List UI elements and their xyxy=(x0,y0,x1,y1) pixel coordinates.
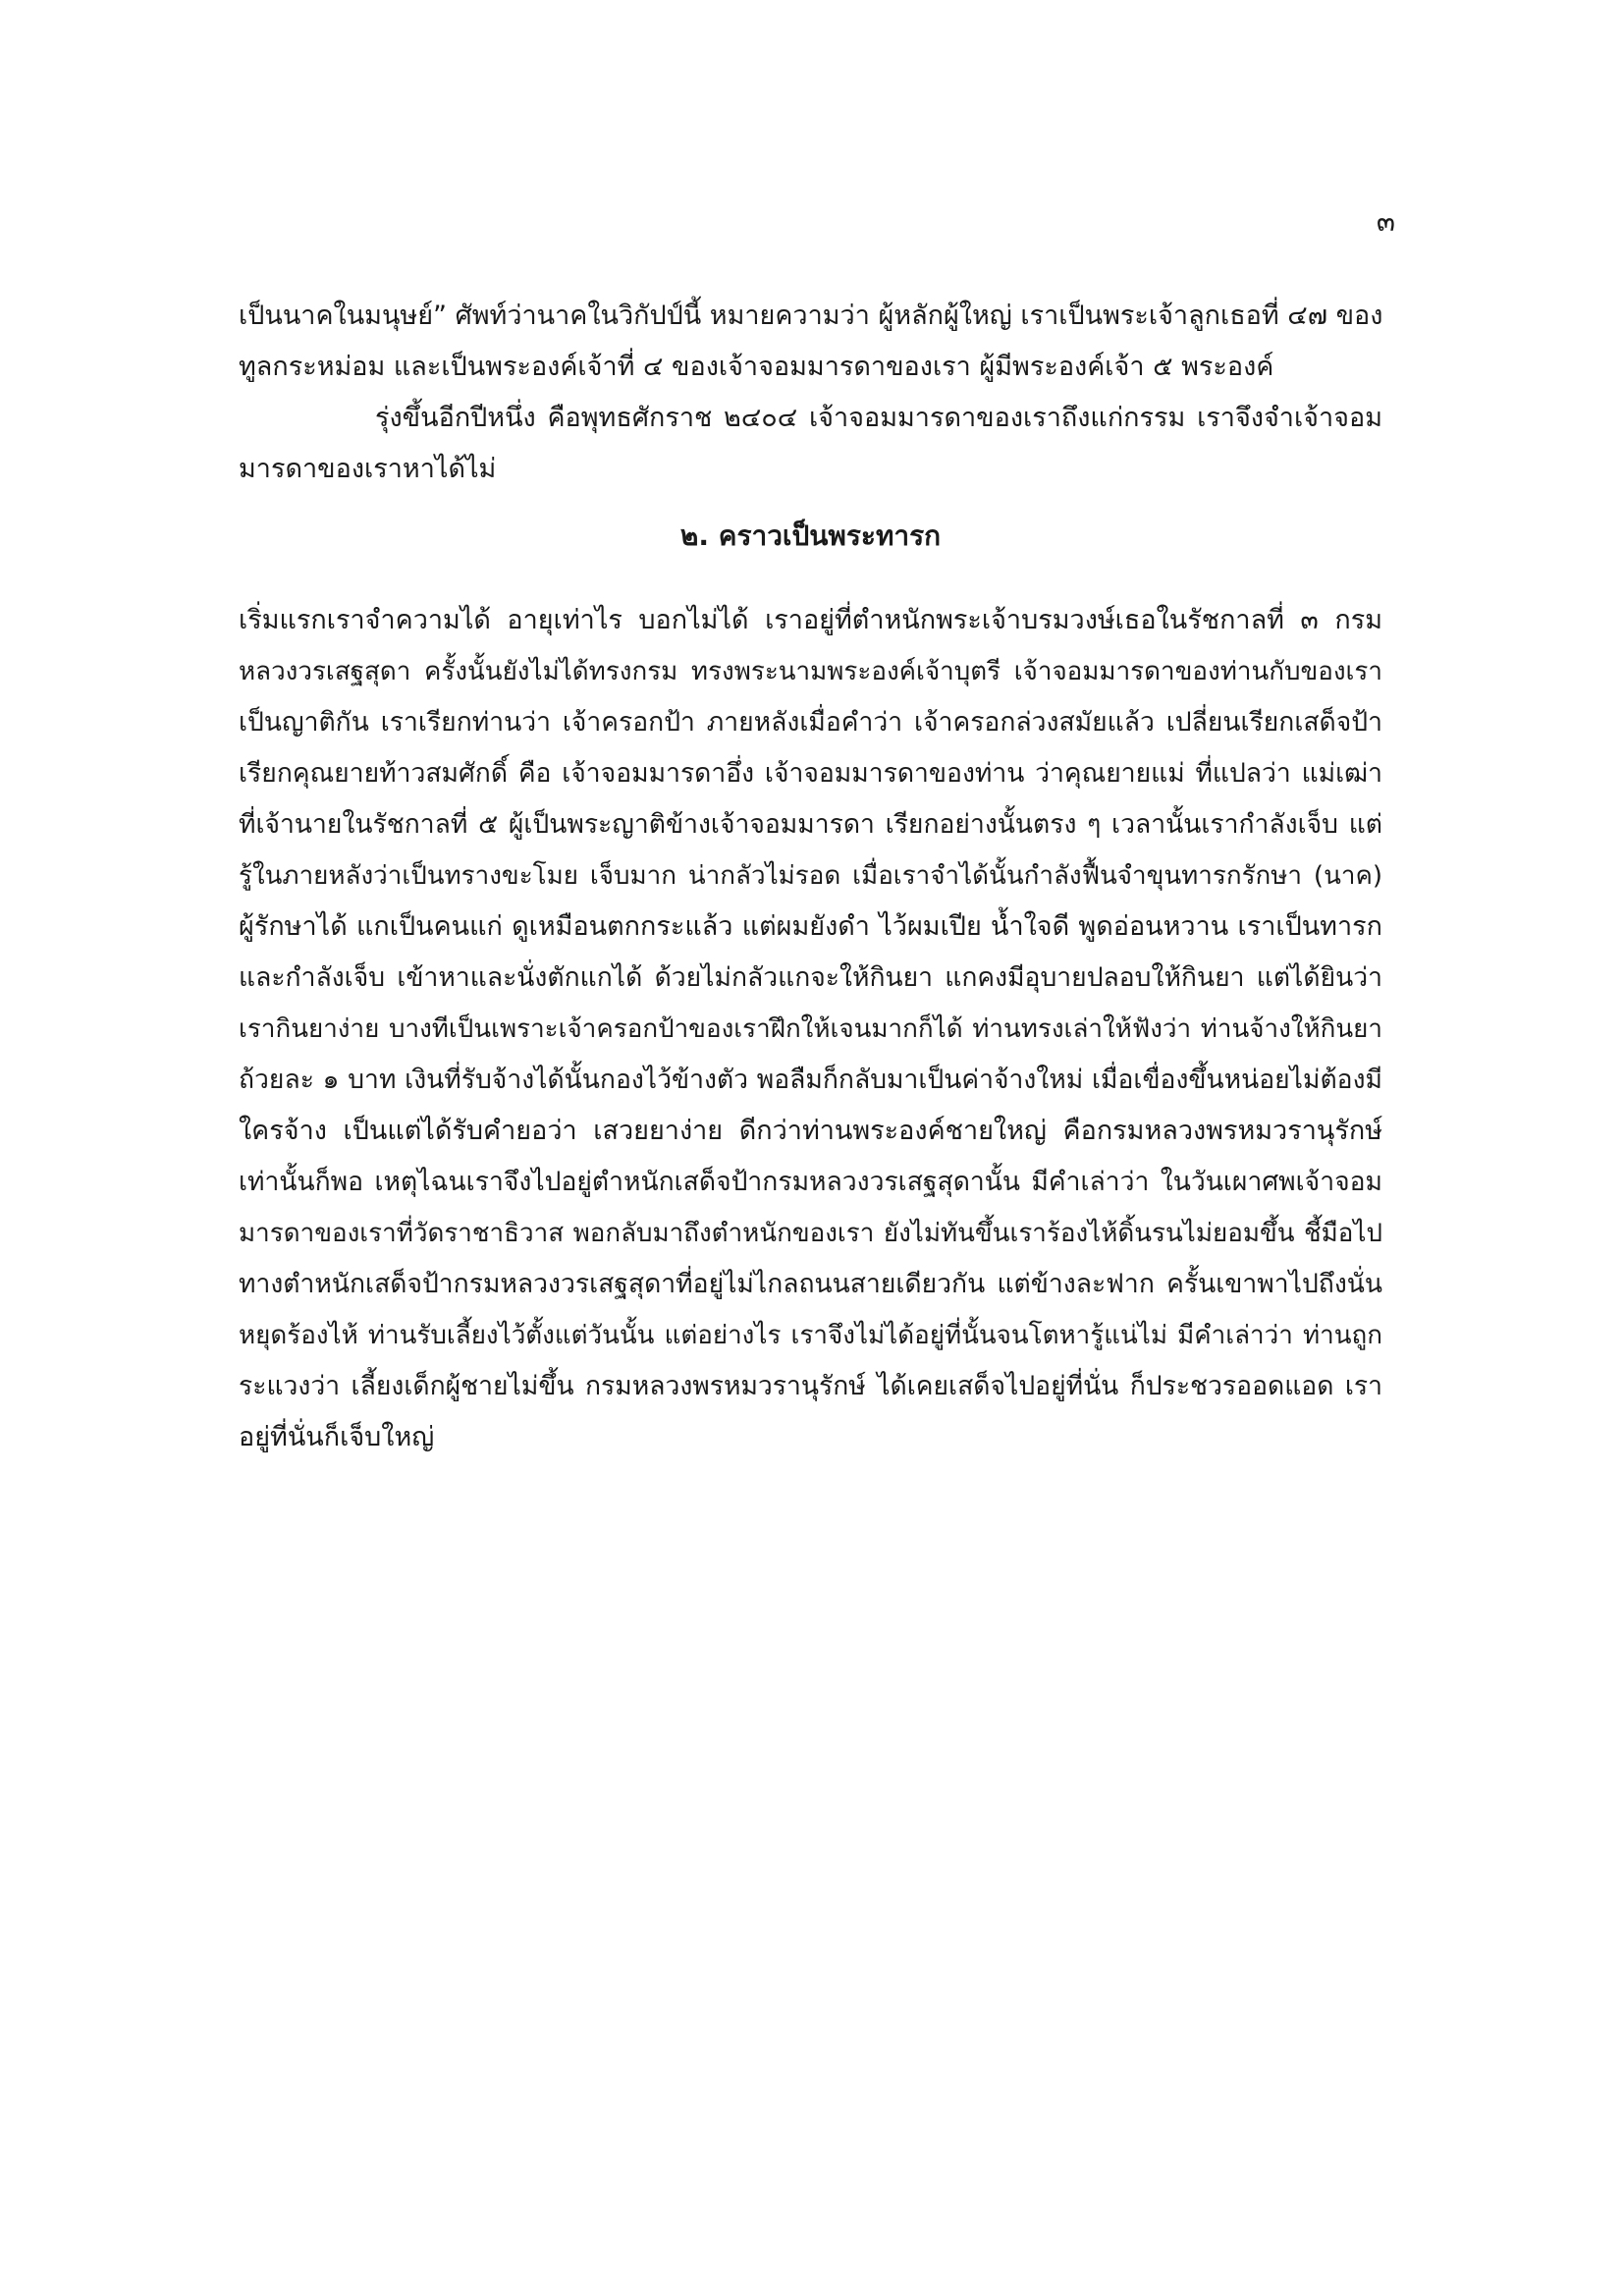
text-line: และกำลังเจ็บ เข้าหาและนั่งตักแกได้ ด้วยไม่กลัวแกจะให้กินยา แกคงมีอุบายปลอบให้กินยา แต่ได้ยินว่า xyxy=(239,962,1382,993)
text-line: เป็นนาคในมนุษย์” ศัพท์ว่านาคในวิกัปป์นี้ หมายความว่า ผู้หลักผู้ใหญ่ เราเป็นพระเจ้าลูกเธอที่ ๔๗ ของ xyxy=(239,301,1382,331)
section-heading: ๒. คราวเป็นพระทารก xyxy=(679,519,942,552)
page-number: ๓ xyxy=(1376,205,1395,238)
text-line: เท่านั้นก็พอ เหตุไฉนเราจึงไปอยู่ตำหนักเสด็จป้ากรมหลวงวรเสฐสุดานั้น มีคำเล่าว่า ในวันเผาศพเจ้าจอม xyxy=(239,1167,1382,1197)
text-line: ทูลกระหม่อม และเป็นพระองค์เจ้าที่ ๔ ของเจ้าจอมมารดาของเรา ผู้มีพระองค์เจ้า ๕ พระองค์ xyxy=(239,352,1274,382)
text-line: อยู่ที่นั่นก็เจ็บใหญ่ xyxy=(239,1422,435,1452)
text-line: หยุดร้องไห้ ท่านรับเลี้ยงไว้ตั้งแต่วันนั้น แต่อย่างไร เราจึงไม่ได้อยู่ที่นั้นจนโตหารู้แน่ไม่ มีคำเล่าว่า ท่านถูก xyxy=(239,1321,1382,1350)
text-line: มารดาของเราที่วัดราชาธิวาส พอกลับมาถึงตำหนักของเรา ยังไม่ทันขึ้นเราร้องไห้ดิ้นรนไม่ยอมขึ้น ชี้มือไป xyxy=(239,1219,1382,1248)
text-line: ทางตำหนักเสด็จป้ากรมหลวงวรเสฐสุดาที่อยู่ไม่ไกลถนนสายเดียวกัน แต่ข้างละฟาก ครั้นเขาพาไปถึงนั่น xyxy=(239,1269,1382,1299)
text-line: รุ่งขึ้นอีกปีหนึ่ง คือพุทธศักราช ๒๔๐๔ เจ้าจอมมารดาของเราถึงแก่กรรม เราจึงจำเจ้าจอม xyxy=(375,403,1382,433)
text-line: เริ่มแรกเราจำความได้ อายุเท่าไร บอกไม่ได้ เราอยู่ที่ตำหนักพระเจ้าบรมวงษ์เธอในรัชกาลที่ ๓ กรม xyxy=(239,605,1382,635)
intro-paragraphs xyxy=(239,291,1382,495)
section-paragraph xyxy=(239,595,1382,1463)
text-line: เรากินยาง่าย บางทีเป็นเพราะเจ้าครอกป้าของเราฝึกให้เจนมากก็ได้ ท่านทรงเล่าให้ฟังว่า ท่านจ้างให้กินยา xyxy=(239,1014,1382,1044)
text-line: มารดาของเราหาได้ไม่ xyxy=(239,454,497,484)
text-line: หลวงวรเสฐสุดา ครั้งนั้นยังไม่ได้ทรงกรม ทรงพระนามพระองค์เจ้าบุตรี เจ้าจอมมารดาของท่านกับของเรา xyxy=(239,657,1382,686)
text-line: ใครจ้าง เป็นแต่ได้รับคำยอว่า เสวยยาง่าย ดีกว่าท่านพระองค์ชายใหญ่ คือกรมหลวงพรหมวรานุรักษ์ xyxy=(239,1116,1382,1146)
text-line: รู้ในภายหลังว่าเป็นทรางขะโมย เจ็บมาก น่ากลัวไม่รอด เมื่อเราจำได้นั้นกำลังฟื้นจำขุนทารกรักษา (นาค) xyxy=(239,861,1382,891)
text-line: ที่เจ้านายในรัชกาลที่ ๕ ผู้เป็นพระญาติข้างเจ้าจอมมารดา เรียกอย่างนั้นตรง ๆ เวลานั้นเรากำลังเจ็บ แต่ xyxy=(239,809,1382,840)
text-line: ระแวงว่า เลี้ยงเด็กผู้ชายไม่ขึ้น กรมหลวงพรหมวรานุรักษ์ ได้เคยเสด็จไปอยู่ที่นั่น ก็ประชวรออดแอด เรา xyxy=(239,1371,1382,1401)
text-line: ผู้รักษาได้ แกเป็นคนแก่ ดูเหมือนตกกระแล้ว แต่ผมยังดำ ไว้ผมเปีย น้ำใจดี พูดอ่อนหวาน เราเป็นทารก xyxy=(239,911,1382,942)
text-line: เป็นญาติกัน เราเรียกท่านว่า เจ้าครอกป้า ภายหลังเมื่อคำว่า เจ้าครอกล่วงสมัยแล้ว เปลี่ยนเรียกเสด็จป้า xyxy=(239,707,1382,738)
text-line: เรียกคุณยายท้าวสมศักดิ์ คือ เจ้าจอมมารดาอึ่ง เจ้าจอมมารดาของท่าน ว่าคุณยายแม่ ที่แปลว่า แม่เฒ่า xyxy=(239,758,1382,789)
text-line: ถ้วยละ ๑ บาท เงินที่รับจ้างได้นั้นกองไว้ข้างตัว พอลืมก็กลับมาเป็นค่าจ้างใหม่ เมื่อเขื่องขึ้นหน่อยไม่ต้องมี xyxy=(239,1065,1382,1095)
